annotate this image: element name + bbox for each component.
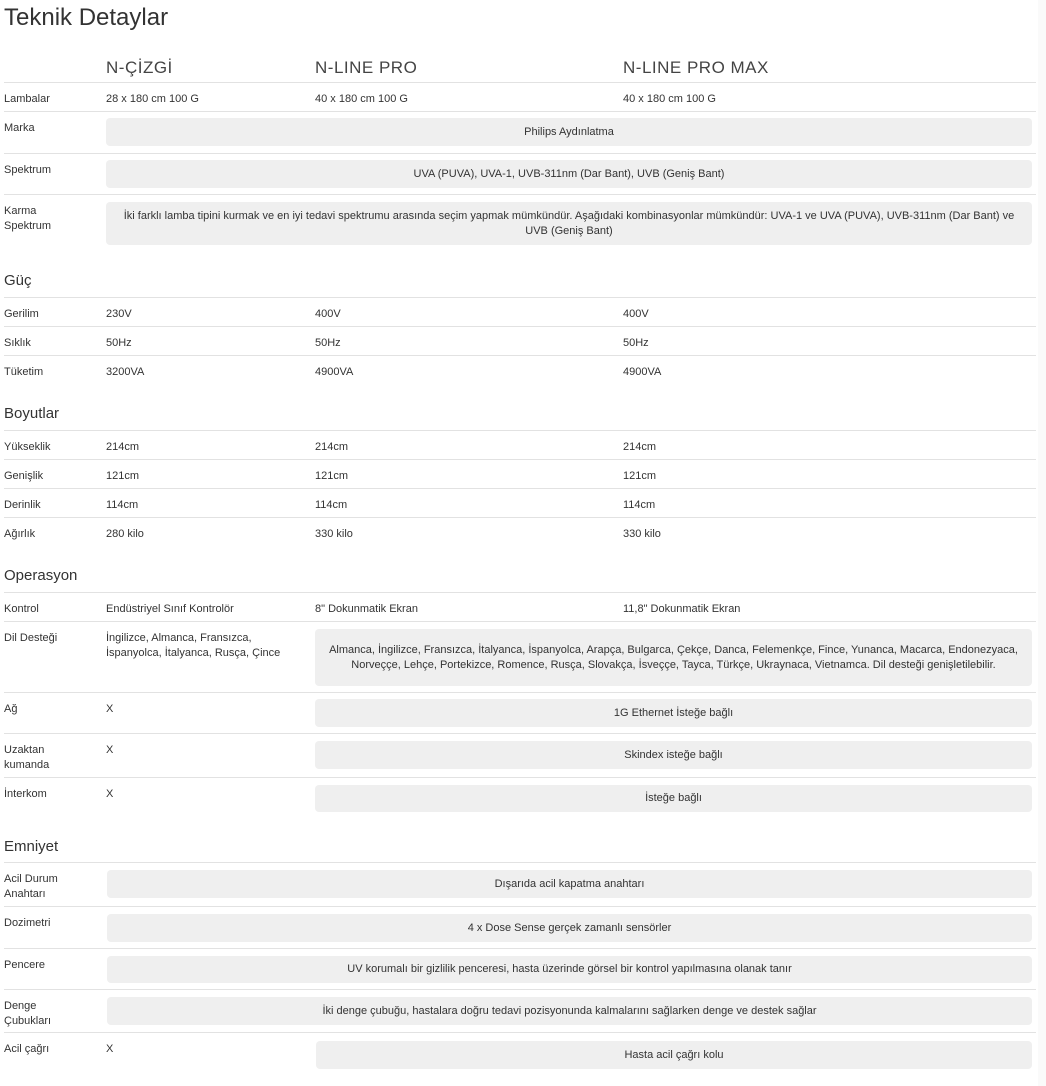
cell-n-line: 28 x 180 cm 100 G xyxy=(106,93,199,105)
table-row-brand xyxy=(4,111,1036,154)
column-header-n-line: N-ÇİZGİ xyxy=(106,58,173,77)
cell-n-line: 3200VA xyxy=(106,366,145,378)
cell-n-line-pro-max: 40 x 180 cm 100 G xyxy=(623,93,716,105)
row-label: Spektrum xyxy=(4,164,52,176)
page-title: Teknik Detaylar xyxy=(4,4,169,31)
row-label: Gerilim xyxy=(4,308,39,320)
column-header-n-line-pro: N-LINE PRO xyxy=(315,58,418,77)
table-row xyxy=(4,430,1036,460)
cell-n-line-pro: 40 x 180 cm 100 G xyxy=(315,93,408,105)
row-label: Ağ xyxy=(4,703,18,715)
column-header-n-line-pro-max: N-LINE PRO MAX xyxy=(623,58,769,77)
cell-n-line: 50Hz xyxy=(106,337,132,349)
table-row xyxy=(4,297,1036,327)
row-label: Derinlik xyxy=(4,499,41,511)
row-label: İnterkom xyxy=(4,788,47,800)
table-row xyxy=(4,517,1036,547)
cell-n-line-pro-max: 50Hz xyxy=(623,337,649,349)
spanning-cell: İki denge çubuğu, hastalara doğru tedavi pozisyonunda kalmalarını sağlarken denge ve destek sağlar xyxy=(107,997,1032,1025)
table-row-balance-bars xyxy=(4,989,1036,1033)
cell-n-line: İngilizce, Almanca, Fransızca, İspanyolca, İtalyanca, Rusça, Çince xyxy=(106,632,281,659)
table-row-emergency xyxy=(4,862,1036,907)
spanning-cell-pro: İsteğe bağlı xyxy=(315,785,1032,812)
cell-n-line: 121cm xyxy=(106,470,140,482)
spanning-cell-pro: Skindex isteğe bağlı xyxy=(315,741,1032,769)
row-label: Acil Durum Anahtarı xyxy=(4,873,58,900)
table-row-intercom xyxy=(4,777,1036,819)
cell-n-line: X xyxy=(106,788,114,800)
table-row-window xyxy=(4,948,1036,990)
table-row xyxy=(4,488,1036,518)
table-row-lamps xyxy=(4,82,1036,112)
table-row-remote xyxy=(4,733,1036,778)
row-label: Dil Desteği xyxy=(4,632,58,644)
cell-n-line: 214cm xyxy=(106,441,140,453)
table-row-emergency-call xyxy=(4,1032,1036,1075)
row-label: Karma Spektrum xyxy=(4,205,52,232)
section-title-dimensions: Boyutlar xyxy=(4,405,60,422)
spanning-cell: Philips Aydınlatma xyxy=(106,118,1032,146)
table-row xyxy=(4,355,1036,385)
cell-n-line: 230V xyxy=(106,308,132,320)
section-title-power: Güç xyxy=(4,272,32,289)
spanning-cell: 4 x Dose Sense gerçek zamanlı sensörler xyxy=(107,914,1032,942)
spanning-cell: İki farklı lamba tipini kurmak ve en iyi tedavi spektrumu arasında seçim yapmak mümkündür. Aşağıdaki kombinasyonlar mümkündür: UVA-1 ve UVA (PUVA), UVB-311nm (Dar Bant) ve UVB (Geniş Bant) xyxy=(106,202,1032,245)
spanning-cell-pro: Hasta acil çağrı kolu xyxy=(316,1041,1032,1069)
row-label: Sıklık xyxy=(4,337,31,349)
table-row-dosimeter xyxy=(4,906,1036,949)
table-row xyxy=(4,459,1036,489)
table-row xyxy=(4,326,1036,356)
cell-n-line-pro: 400V xyxy=(315,308,341,320)
row-label: Ağırlık xyxy=(4,528,36,540)
table-row-language xyxy=(4,621,1036,693)
cell-n-line-pro-max: 214cm xyxy=(623,441,657,453)
spanning-cell: Dışarıda acil kapatma anahtarı xyxy=(107,870,1032,898)
cell-n-line: X xyxy=(106,703,114,715)
row-label: Pencere xyxy=(4,959,45,971)
table-row-spectrum xyxy=(4,153,1036,195)
cell-n-line-pro: 330 kilo xyxy=(315,528,353,540)
spanning-cell: UVA (PUVA), UVA-1, UVB-311nm (Dar Bant), UVB (Geniş Bant) xyxy=(106,160,1032,188)
cell-n-line: Endüstriyel Sınıf Kontrolör xyxy=(106,603,234,615)
cell-n-line-pro: 214cm xyxy=(315,441,349,453)
row-label: Marka xyxy=(4,122,35,134)
table-row-control xyxy=(4,592,1036,622)
cell-n-line: X xyxy=(106,744,114,756)
cell-n-line-pro: 121cm xyxy=(315,470,349,482)
cell-n-line-pro: 50Hz xyxy=(315,337,341,349)
cell-n-line-pro-max: 114cm xyxy=(623,499,656,511)
table-row-network xyxy=(4,692,1036,734)
cell-n-line-pro: 114cm xyxy=(315,499,348,511)
cell-n-line: X xyxy=(106,1043,114,1055)
row-label: Dozimetri xyxy=(4,917,51,929)
spanning-cell: UV korumalı bir gizlilik penceresi, hasta üzerinde görsel bir kontrol yapılmasına olanak tanır xyxy=(107,956,1032,983)
row-label: Tüketim xyxy=(4,366,44,378)
cell-n-line-pro-max: 400V xyxy=(623,308,649,320)
spanning-cell-pro: Almanca, İngilizce, Fransızca, İtalyanca, İspanyolca, Arapça, Bulgarca, Çekçe, Danca, Felemenkçe, Fince, Yunanca, Macarca, Endonezyaca, Norveççe, Lehçe, Portekizce, Romence, Rusça, Slovakça, İsveççe, Tayca, Türkçe, Ukraynaca, Vietnamca. Dil desteği genişletilebilir. xyxy=(315,629,1032,686)
table-row-mixed-spectrum xyxy=(4,194,1036,255)
row-label: Acil çağrı xyxy=(4,1043,50,1055)
row-label: Kontrol xyxy=(4,603,39,615)
cell-n-line-pro: 4900VA xyxy=(315,366,354,378)
cell-n-line-pro-max: 11,8" Dokunmatik Ekran xyxy=(623,603,741,615)
row-label: Lambalar xyxy=(4,93,50,105)
row-label: Denge Çubukları xyxy=(4,1000,52,1027)
cell-n-line-pro-max: 330 kilo xyxy=(623,528,661,540)
row-label: Uzaktan kumanda xyxy=(4,744,50,771)
cell-n-line: 114cm xyxy=(106,499,139,511)
cell-n-line-pro-max: 121cm xyxy=(623,470,657,482)
page-edge-shade xyxy=(1038,0,1046,1086)
spanning-cell-pro: 1G Ethernet İsteğe bağlı xyxy=(315,699,1032,727)
row-label: Genişlik xyxy=(4,470,44,482)
section-title-operation: Operasyon xyxy=(4,567,78,584)
cell-n-line-pro: 8" Dokunmatik Ekran xyxy=(315,603,418,615)
cell-n-line-pro-max: 4900VA xyxy=(623,366,662,378)
cell-n-line: 280 kilo xyxy=(106,528,144,540)
row-label: Yükseklik xyxy=(4,441,51,453)
section-title-safety: Emniyet xyxy=(4,838,59,855)
